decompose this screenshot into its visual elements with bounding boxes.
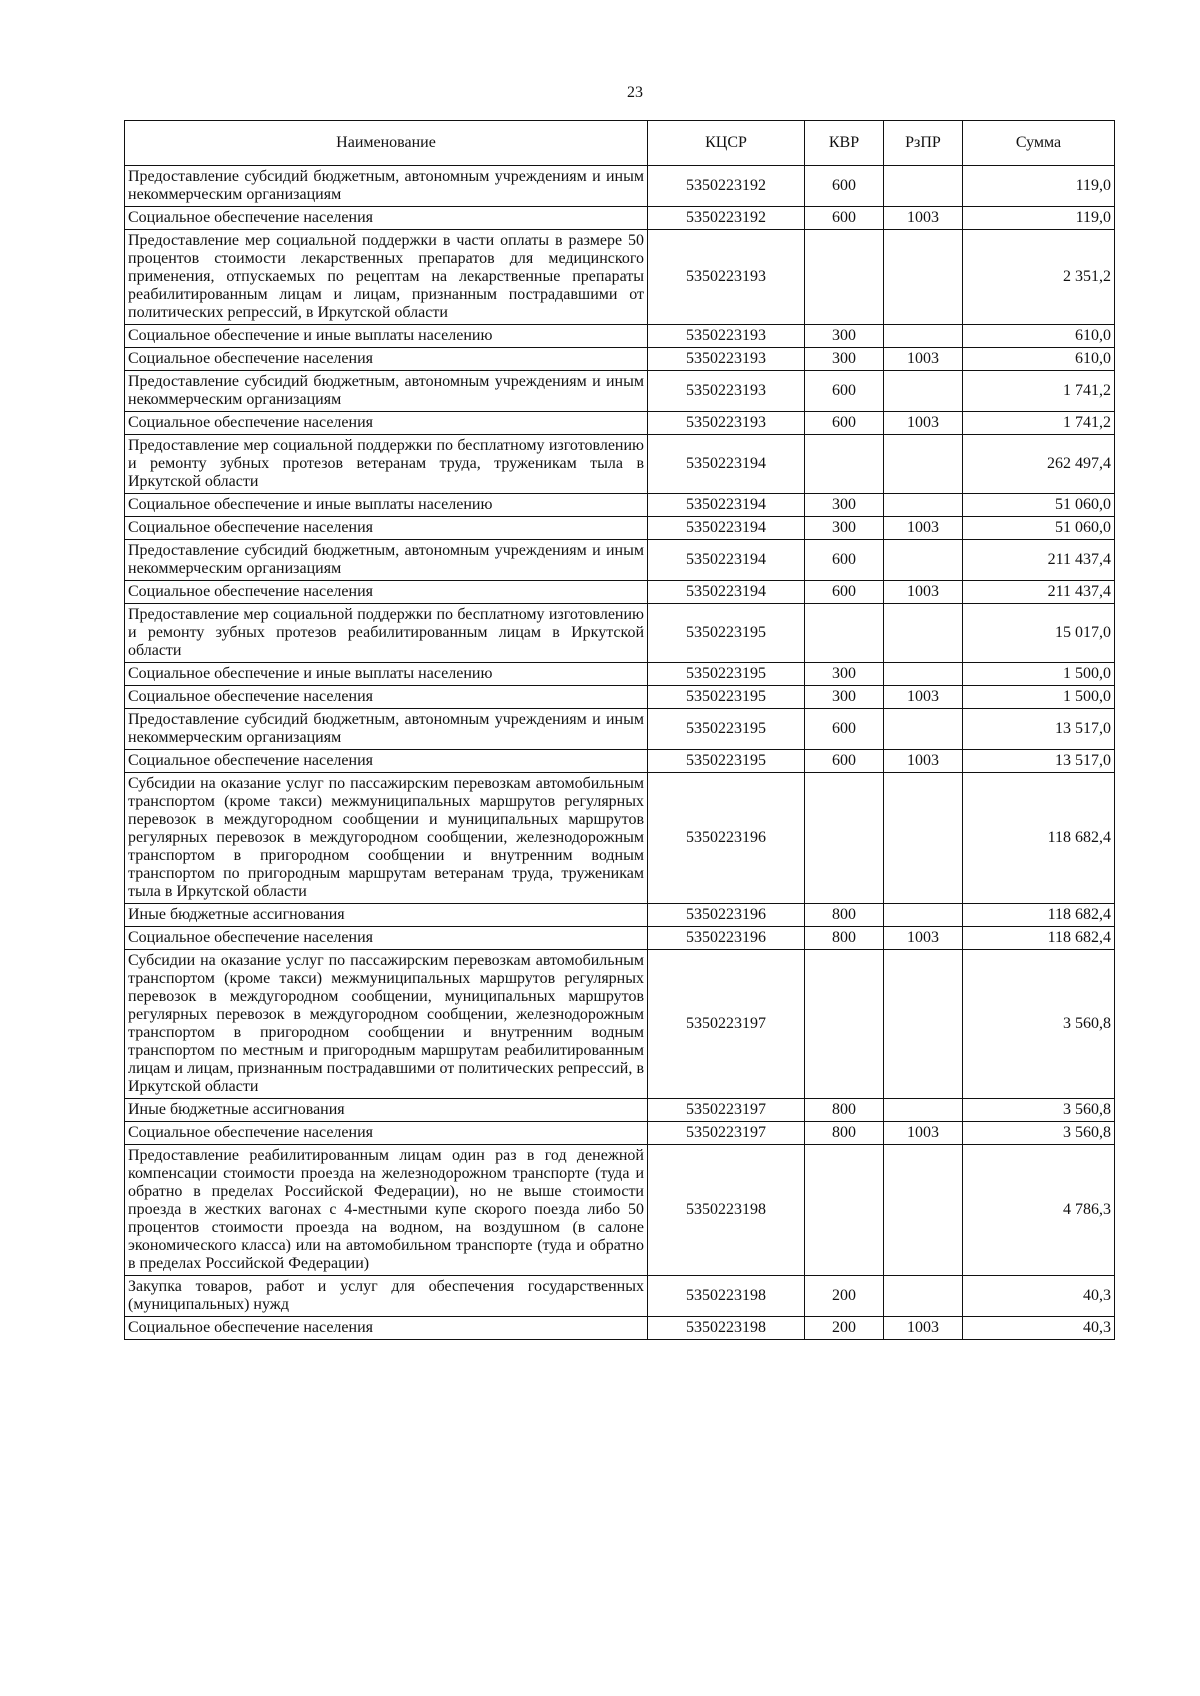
cell-kcsr: 5350223195 [648,750,805,773]
cell-kvr [805,1145,884,1276]
header-row [125,121,1115,166]
cell-kcsr: 5350223194 [648,517,805,540]
cell-rzpr: 1003 [884,750,963,773]
table-row [125,581,1115,604]
cell-kcsr: 5350223194 [648,494,805,517]
table-row [125,1145,1115,1276]
cell-rzpr [884,604,963,663]
cell-name: Закупка товаров, работ и услуг для обеспечения государственных (муниципальных) нужд [125,1276,648,1317]
cell-name: Предоставление субсидий бюджетным, автономным учреждениям и иным некоммерческим организациям [125,166,648,207]
cell-sum: 119,0 [963,207,1115,230]
table-row [125,663,1115,686]
cell-sum: 3 560,8 [963,1099,1115,1122]
cell-rzpr [884,1276,963,1317]
budget-table [124,120,1115,1340]
cell-name: Предоставление мер социальной поддержки по бесплатному изготовлению и ремонту зубных протезов реабилитированным лицам в Иркутской области [125,604,648,663]
cell-kvr [805,604,884,663]
cell-kcsr: 5350223194 [648,435,805,494]
header-kcsr: КЦСР [648,121,805,166]
cell-sum: 51 060,0 [963,494,1115,517]
table-body [125,166,1115,1340]
cell-sum: 40,3 [963,1276,1115,1317]
cell-kvr: 800 [805,1122,884,1145]
cell-name: Предоставление субсидий бюджетным, автономным учреждениям и иным некоммерческим организациям [125,540,648,581]
cell-name: Предоставление мер социальной поддержки по бесплатному изготовлению и ремонту зубных протезов ветеранам труда, труженикам тыла в Иркутской области [125,435,648,494]
page-number: 23 [627,84,643,101]
cell-name: Социальное обеспечение населения [125,517,648,540]
cell-kcsr: 5350223193 [648,348,805,371]
cell-rzpr [884,494,963,517]
cell-sum: 15 017,0 [963,604,1115,663]
cell-name: Социальное обеспечение населения [125,412,648,435]
cell-kcsr: 5350223195 [648,663,805,686]
cell-rzpr [884,773,963,904]
cell-rzpr [884,230,963,325]
cell-kcsr: 5350223198 [648,1276,805,1317]
cell-kvr: 300 [805,494,884,517]
cell-name: Иные бюджетные ассигнования [125,904,648,927]
cell-sum: 610,0 [963,325,1115,348]
cell-name: Социальное обеспечение населения [125,348,648,371]
cell-kcsr: 5350223198 [648,1145,805,1276]
cell-rzpr: 1003 [884,581,963,604]
header-kvr: КВР [805,121,884,166]
cell-rzpr [884,540,963,581]
cell-kvr: 600 [805,750,884,773]
cell-kvr: 300 [805,686,884,709]
cell-sum: 211 437,4 [963,581,1115,604]
cell-sum: 1 741,2 [963,371,1115,412]
cell-kvr [805,230,884,325]
cell-sum: 118 682,4 [963,904,1115,927]
cell-kvr [805,950,884,1099]
table-row [125,325,1115,348]
cell-kcsr: 5350223193 [648,371,805,412]
cell-rzpr [884,435,963,494]
cell-kcsr: 5350223194 [648,581,805,604]
table-row [125,348,1115,371]
cell-kcsr: 5350223195 [648,604,805,663]
cell-rzpr [884,950,963,1099]
table-row [125,927,1115,950]
cell-sum: 1 500,0 [963,686,1115,709]
cell-sum: 2 351,2 [963,230,1115,325]
table-row [125,230,1115,325]
cell-kcsr: 5350223193 [648,325,805,348]
table-row [125,709,1115,750]
table-row [125,686,1115,709]
cell-name: Предоставление субсидий бюджетным, автономным учреждениям и иным некоммерческим организациям [125,709,648,750]
cell-name: Социальное обеспечение и иные выплаты населению [125,325,648,348]
cell-kcsr: 5350223195 [648,709,805,750]
cell-rzpr [884,371,963,412]
table-row [125,540,1115,581]
cell-rzpr [884,166,963,207]
cell-name: Предоставление мер социальной поддержки в части оплаты в размере 50 процентов стоимости лекарственных препаратов для медицинского применения, отпускаемых по рецептам на лекарственные препараты реабилитированным лицам и лицам, признанным пострадавшими от политических репрессий, в Иркутской области [125,230,648,325]
cell-sum: 118 682,4 [963,773,1115,904]
table-row [125,412,1115,435]
header-rzpr: РзПР [884,121,963,166]
cell-kvr: 300 [805,325,884,348]
cell-name: Предоставление реабилитированным лицам один раз в год денежной компенсации стоимости проезда на железнодорожном транспорте (туда и обратно в пределах Российской Федерации), но не выше стоимости проезда в жестких вагонах с 4-местными купе скорого поезда либо 50 процентов стоимости проезда на водном, на воздушном (в салоне экономического класса) или на автомобильном транспорте (туда и обратно в пределах Российской Федерации) [125,1145,648,1276]
cell-sum: 13 517,0 [963,750,1115,773]
cell-kvr: 800 [805,904,884,927]
cell-rzpr: 1003 [884,207,963,230]
cell-kcsr: 5350223195 [648,686,805,709]
cell-name: Предоставление субсидий бюджетным, автономным учреждениям и иным некоммерческим организациям [125,371,648,412]
cell-name: Социальное обеспечение населения [125,1317,648,1340]
cell-sum: 119,0 [963,166,1115,207]
cell-sum: 610,0 [963,348,1115,371]
cell-name: Субсидии на оказание услуг по пассажирским перевозкам автомобильным транспортом (кроме такси) межмуниципальных маршрутов регулярных перевозок в междугородном сообщении, муниципальных маршрутов регулярных перевозок в междугородном сообщении, железнодорожным транспортом в пригородном сообщении и внутренним водным транспортом по местным и пригородным маршрутам реабилитированным лицам и лицам, признанным пострадавшими от политических репрессий, в Иркутской области [125,950,648,1099]
cell-sum: 118 682,4 [963,927,1115,950]
cell-kcsr: 5350223197 [648,1122,805,1145]
table-row [125,750,1115,773]
cell-rzpr: 1003 [884,517,963,540]
table-row [125,1317,1115,1340]
table-row [125,166,1115,207]
cell-sum: 3 560,8 [963,950,1115,1099]
cell-kvr: 600 [805,207,884,230]
cell-kvr: 300 [805,348,884,371]
cell-name: Социальное обеспечение населения [125,581,648,604]
table-row [125,904,1115,927]
header-name: Наименование [125,121,648,166]
cell-rzpr: 1003 [884,686,963,709]
cell-rzpr [884,663,963,686]
cell-name: Социальное обеспечение и иные выплаты населению [125,494,648,517]
cell-rzpr: 1003 [884,1122,963,1145]
cell-kvr [805,435,884,494]
cell-rzpr: 1003 [884,412,963,435]
cell-sum: 3 560,8 [963,1122,1115,1145]
cell-kcsr: 5350223196 [648,904,805,927]
cell-kcsr: 5350223193 [648,412,805,435]
cell-sum: 13 517,0 [963,709,1115,750]
header-sum: Сумма [963,121,1115,166]
cell-rzpr: 1003 [884,927,963,950]
table-row [125,1099,1115,1122]
cell-kvr: 600 [805,412,884,435]
cell-kvr: 600 [805,581,884,604]
cell-kcsr: 5350223198 [648,1317,805,1340]
cell-sum: 262 497,4 [963,435,1115,494]
cell-rzpr [884,325,963,348]
cell-kcsr: 5350223196 [648,773,805,904]
cell-name: Социальное обеспечение населения [125,927,648,950]
table-row [125,950,1115,1099]
cell-kcsr: 5350223197 [648,1099,805,1122]
cell-rzpr [884,904,963,927]
cell-kvr: 600 [805,166,884,207]
cell-name: Иные бюджетные ассигнования [125,1099,648,1122]
table-row [125,435,1115,494]
cell-kcsr: 5350223192 [648,207,805,230]
cell-kcsr: 5350223192 [648,166,805,207]
table-row [125,1276,1115,1317]
cell-rzpr: 1003 [884,1317,963,1340]
cell-sum: 211 437,4 [963,540,1115,581]
table-header [125,121,1115,166]
cell-name: Социальное обеспечение населения [125,207,648,230]
cell-kvr: 600 [805,371,884,412]
cell-rzpr: 1003 [884,348,963,371]
cell-kvr: 300 [805,663,884,686]
cell-rzpr [884,1145,963,1276]
cell-kcsr: 5350223197 [648,950,805,1099]
cell-kvr: 800 [805,927,884,950]
table-row [125,371,1115,412]
table-row [125,773,1115,904]
cell-kcsr: 5350223196 [648,927,805,950]
cell-name: Социальное обеспечение населения [125,686,648,709]
cell-rzpr [884,709,963,750]
cell-name: Социальное обеспечение населения [125,1122,648,1145]
cell-rzpr [884,1099,963,1122]
cell-kvr: 200 [805,1317,884,1340]
cell-kcsr: 5350223193 [648,230,805,325]
table-row [125,604,1115,663]
cell-kvr: 600 [805,540,884,581]
cell-sum: 51 060,0 [963,517,1115,540]
cell-kvr: 200 [805,1276,884,1317]
table-row [125,494,1115,517]
cell-name: Социальное обеспечение и иные выплаты населению [125,663,648,686]
cell-kcsr: 5350223194 [648,540,805,581]
cell-sum: 4 786,3 [963,1145,1115,1276]
cell-kvr [805,773,884,904]
cell-sum: 1 500,0 [963,663,1115,686]
table-row [125,517,1115,540]
cell-kvr: 800 [805,1099,884,1122]
cell-name: Социальное обеспечение населения [125,750,648,773]
cell-name: Субсидии на оказание услуг по пассажирским перевозкам автомобильным транспортом (кроме такси) межмуниципальных маршрутов регулярных перевозок в междугородном сообщении и муниципальных маршрутов регулярных перевозок в междугородном сообщении, железнодорожным транспортом в пригородном сообщении и внутренним водным транспортом по пригородным маршрутам ветеранам труда, труженикам тыла в Иркутской области [125,773,648,904]
cell-sum: 1 741,2 [963,412,1115,435]
table-row [125,1122,1115,1145]
cell-sum: 40,3 [963,1317,1115,1340]
cell-kvr: 600 [805,709,884,750]
table-row [125,207,1115,230]
cell-kvr: 300 [805,517,884,540]
